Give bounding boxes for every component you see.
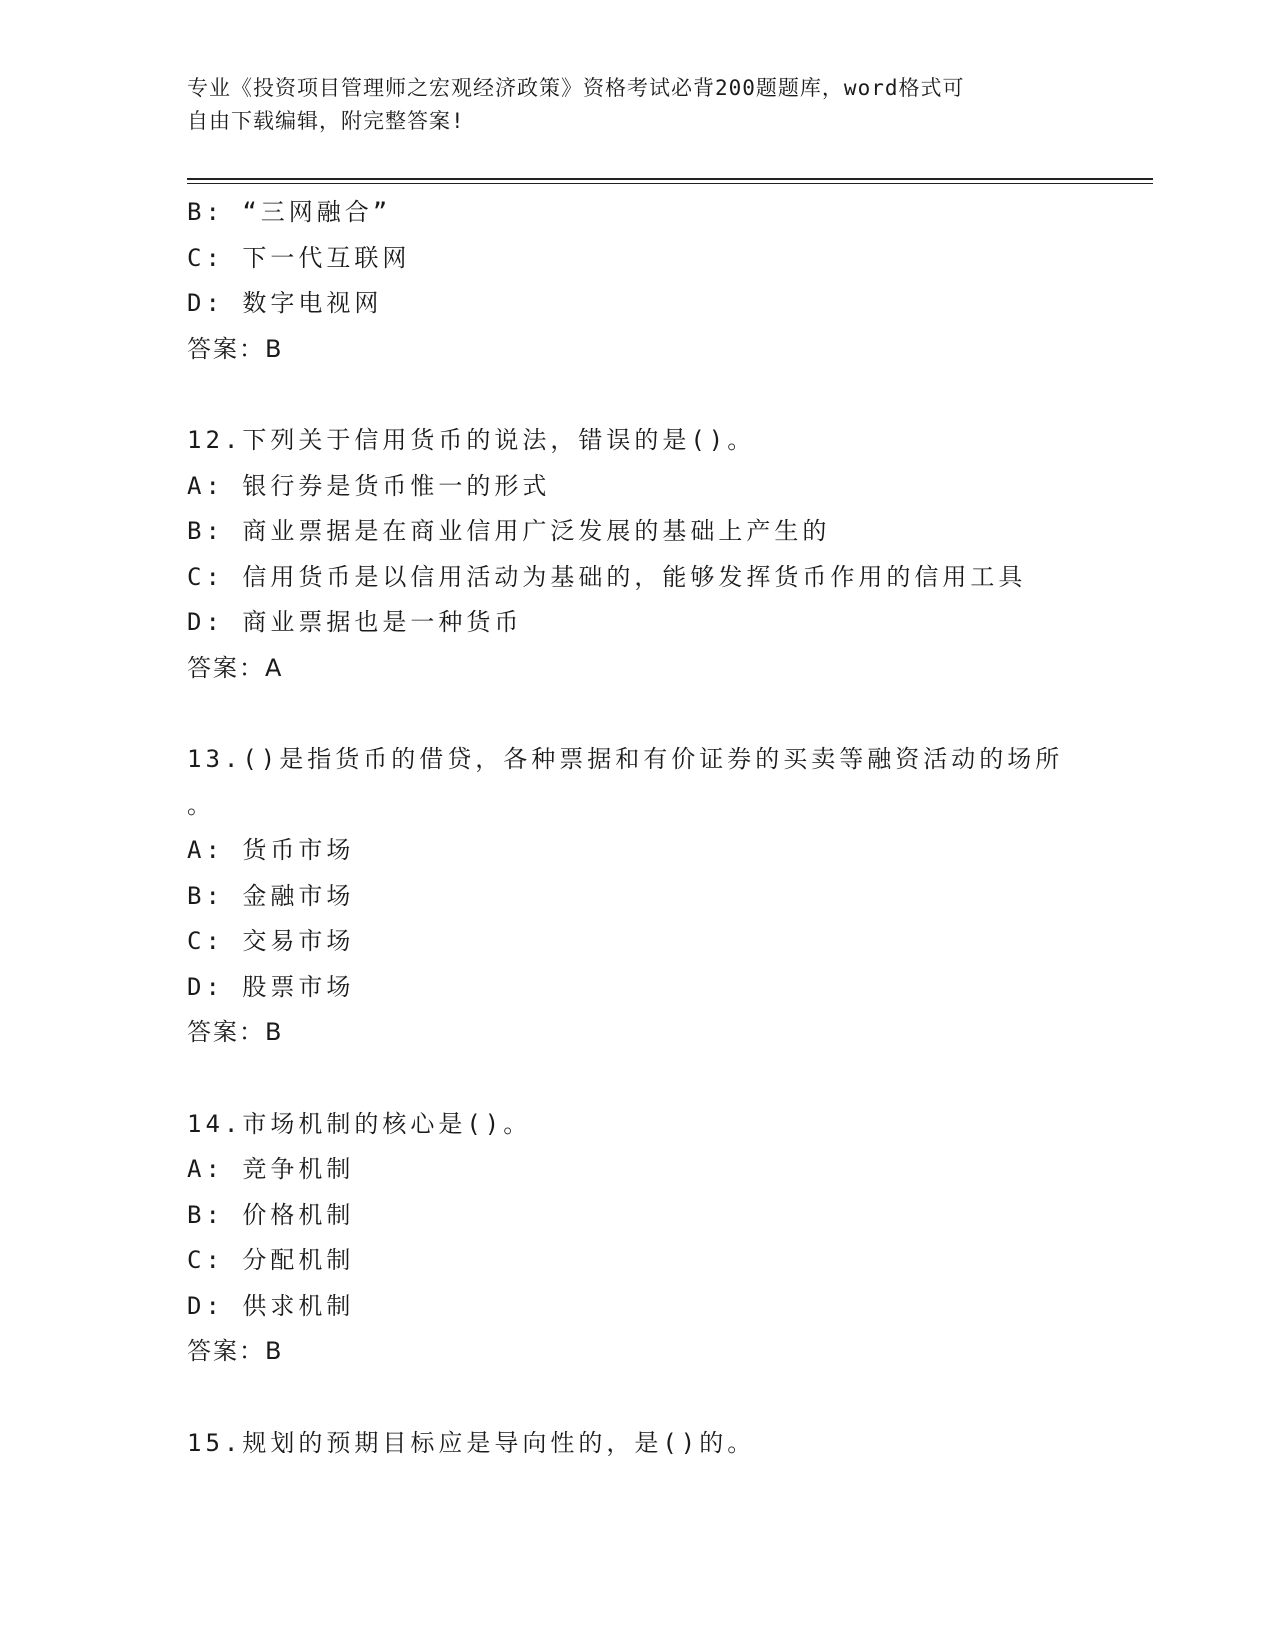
option-d: D: 数字电视网 [187, 289, 383, 317]
option-a: A: 银行券是货币惟一的形式 [187, 471, 551, 500]
question-stem: 12.下列关于信用货币的说法，错误的是()。 [187, 426, 756, 454]
option-c: C: 下一代互联网 [187, 243, 411, 272]
question-12 [187, 418, 1107, 691]
answer: 答案：B [187, 1018, 284, 1046]
question-list [187, 190, 1107, 1466]
option-b: B: 金融市场 [187, 881, 355, 910]
answer: 答案：B [187, 1337, 284, 1365]
option-b: B: “三网融合” [187, 198, 392, 226]
document-header [187, 72, 1067, 138]
option-a: A: 竞争机制 [187, 1155, 355, 1183]
option-b: B: 商业票据是在商业信用广泛发展的基础上产生的 [187, 517, 831, 545]
answer: 答案：A [187, 653, 284, 682]
option-a: A: 货币市场 [187, 836, 355, 864]
header-line-2: 自由下载编辑，附完整答案! [187, 109, 465, 133]
header-divider-thin [187, 183, 1153, 184]
question-15 [187, 1421, 1107, 1467]
option-d: D: 商业票据也是一种货币 [187, 608, 523, 636]
question-13 [187, 737, 1107, 1056]
question-stem: 15.规划的预期目标应是导向性的，是()的。 [187, 1428, 756, 1457]
header-divider-thick [187, 178, 1153, 180]
question-14 [187, 1102, 1107, 1375]
question-stem: 13.()是指货币的借贷，各种票据和有价证券的买卖等融资活动的场所 [187, 745, 1064, 773]
option-d: D: 股票市场 [187, 972, 355, 1001]
partial-question [187, 190, 1107, 372]
option-c: C: 交易市场 [187, 927, 355, 955]
option-c: C: 信用货币是以信用活动为基础的，能够发挥货币作用的信用工具 [187, 562, 1027, 591]
header-line-1: 专业《投资项目管理师之宏观经济政策》资格考试必背200题题库，word格式可 [187, 76, 965, 100]
question-stem: 14.市场机制的核心是()。 [187, 1109, 532, 1138]
answer: 答案：B [187, 334, 284, 363]
question-stem-tail: 。 [187, 790, 215, 819]
option-b: B: 价格机制 [187, 1200, 355, 1229]
option-c: C: 分配机制 [187, 1246, 355, 1274]
option-d: D: 供求机制 [187, 1291, 355, 1320]
